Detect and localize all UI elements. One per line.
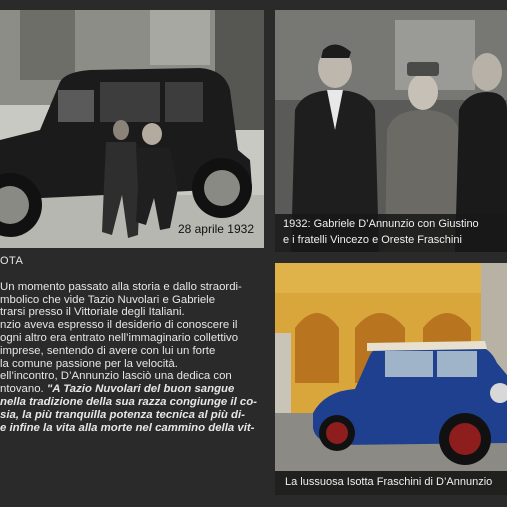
- article-line: imprese, sentendo di avere con lui un forte: [0, 344, 216, 357]
- quote-line: e infine la vita alla morte nel cammino della vit-: [0, 421, 255, 434]
- article-line: trarsi presso il Vittoriale degli Italiani.: [0, 306, 185, 319]
- photo-three-men: [275, 10, 507, 252]
- article-line: Un momento passato alla storia e dallo straordi-: [0, 280, 242, 293]
- photo-blue-car: [275, 263, 507, 495]
- photo-men-caption: [275, 214, 507, 252]
- article-line: ell’incontro, D’Annunzio lasciò una dedica con: [0, 370, 232, 383]
- photo-blue-car-caption: La lussuosa Isotta Fraschini di D’Annunzio: [275, 471, 507, 495]
- car-photo-image: [0, 10, 264, 248]
- blue-car-photo-image: [275, 263, 507, 495]
- quote-line: nella tradizione della sua razza congiunge il co-: [0, 395, 257, 408]
- article-line: mbolico che vide Tazio Nuvolari e Gabriele: [0, 293, 216, 306]
- article-text: [0, 255, 270, 434]
- quote-line: sia, la più tranquilla potenza tecnica al più di-: [0, 408, 245, 421]
- quote-start: "A Tazio Nuvolari del buon sangue: [46, 383, 235, 396]
- photo-men-caption-line1: 1932: Gabriele D’Annunzio con Giustino: [283, 218, 479, 230]
- article-heading: OTA: [0, 255, 24, 267]
- article-line: ogni altro era entrato nell’immaginario collettivo: [0, 331, 239, 344]
- article-line: la comune passione per la velocità.: [0, 357, 178, 370]
- photo-car-two-men: [0, 10, 264, 248]
- photo-men-caption-line2: e i fratelli Vincezo e Oreste Fraschini: [283, 234, 462, 246]
- article-line-with-quote: [0, 383, 270, 396]
- photo-car-caption: 28 aprile 1932: [177, 222, 254, 236]
- article-line: nzio aveva espresso il desiderio di conoscere il: [0, 319, 238, 332]
- article-line: ntovano.: [0, 383, 44, 396]
